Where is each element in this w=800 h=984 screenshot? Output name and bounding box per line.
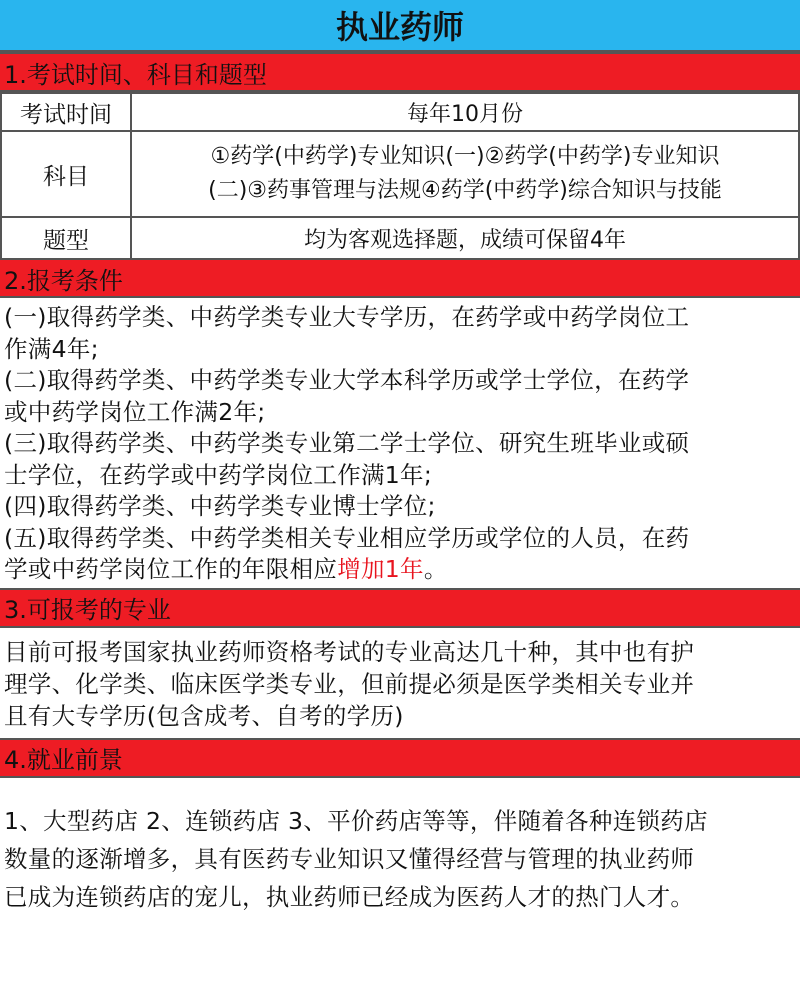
section-2-heading: 2.报考条件 [0,260,800,298]
text-line: 已成为连锁药店的宠儿，执业药师已经成为医药人才的热门人才。 [4,882,695,911]
text-fragment: 。 [423,555,448,583]
row-value: 均为客观选择题，成绩可保留4年 [131,217,799,259]
table-row-exam-time [1,93,799,131]
text-line: 作满4年; [4,334,99,363]
section-3-body [0,628,800,738]
text-line: 目前可报考国家执业药师资格考试的专业高达几十种，其中也有护 [4,637,695,666]
table-row-question-type [1,217,799,259]
section-4-body [0,778,800,916]
row-label: 考试时间 [1,93,131,131]
text-line: 理学、化学类、临床医学类专业，但前提必须是医学类相关专业并 [4,669,695,698]
subjects-line-2: (二)③药事管理与法规④药学(中药学)综合知识与技能 [208,178,722,203]
text-line: 数量的逐渐增多，具有医药专业知识又懂得经营与管理的执业药师 [4,844,695,873]
subjects-line-1: ①药学(中药学)专业知识(一)②药学(中药学)专业知识 [210,144,720,169]
text-line: (四)取得药学类、中药学类专业博士学位; [4,492,436,520]
text-line: (一)取得药学类、中药学类专业大专学历，在药学或中药学岗位工 [4,303,690,331]
text-fragment: 学或中药学岗位工作的年限相应 [4,555,338,583]
text-line: 士学位，在药学或中药学岗位工作满1年; [4,460,433,489]
text-line: 且有大专学历(包含成考、自考的学历) [4,701,404,730]
exam-info-table [0,92,800,260]
text-line: (二)取得药学类、中药学类专业大学本科学历或学士学位，在药学 [4,366,690,394]
text-line: (三)取得药学类、中药学类专业第二学士学位、研究生班毕业或硕 [4,429,690,457]
row-value [131,131,799,217]
row-label: 科目 [1,131,131,217]
text-line: (五)取得药学类、中药学类相关专业相应学历或学位的人员，在药 [4,523,690,552]
highlight-text: 增加1年 [337,555,424,583]
section-3-heading: 3.可报考的专业 [0,588,800,628]
text-line [4,554,796,586]
row-label: 题型 [1,217,131,259]
page-title: 执业药师 [0,0,800,52]
section-1-heading: 1.考试时间、科目和题型 [0,52,800,92]
text-line: 或中药学岗位工作满2年; [4,397,266,426]
row-value: 每年10月份 [131,93,799,131]
table-row-subjects [1,131,799,217]
text-line: 1、大型药店 2、连锁药店 3、平价药店等等，伴随着各种连锁药店 [4,806,708,835]
section-4-heading: 4.就业前景 [0,738,800,778]
section-2-body [0,298,800,588]
